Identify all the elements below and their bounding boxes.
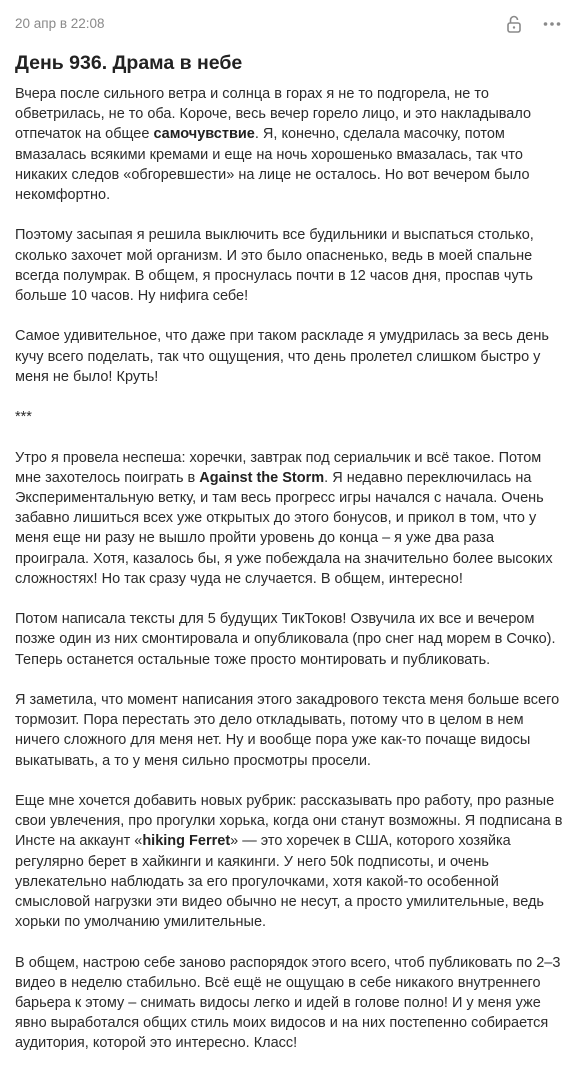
paragraph: Потом написала тексты для 5 будущих ТикТоков! Озвучила их все и вечером позже один из них смонтировала и опубликовала (про снег над морем в Сочко). Теперь останется остальные тоже просто монтировать и публиковать. — [15, 611, 556, 668]
bold-term: Against the Storm — [199, 469, 325, 486]
paragraph: Самое удивительное, что даже при таком раскладе я умудрилась за весь день кучу всего поделать, так что ощущения, что день пролетел слишком быстро у меня не было! Круть! — [15, 328, 549, 385]
paragraph: Утро я провела неспеша: хоречки, завтрак под сериальчик и всё такое. Потом мне захотелось поиграть в Against the Storm. Я недавно переключилась на Экспериментальную ветку, и там весь прогресс игры начался с начала. Очень забавно лишиться всех уже открытых до этого бонусов, и прикол в том, что у меня еще ни разу не вышло пройти уровень до конца – я уже два раза проиграла. Хотя, казалось бы, я уже побеждала на значительно более высоких сложностях! Но так сразу чуда не случается. В общем, интересно! — [15, 449, 553, 587]
bold-term: hiking Ferret — [142, 833, 231, 850]
paragraph: Поэтому засыпая я решила выключить все будильники и выспаться столько, сколько захочет мой организм. И это было опасненько, ведь в моей спальне всегда полумрак. В общем, я проснулась почти в 12 часов дня, проспав чуть больше 10 часов. Ну нифига себе! — [15, 227, 534, 305]
post-date[interactable]: 20 апр в 22:08 — [15, 16, 105, 31]
post-title: День 936. Драма в небе — [15, 52, 243, 74]
more-horizontal-icon[interactable] — [542, 14, 562, 34]
post-body — [15, 84, 565, 1074]
separator: *** — [15, 409, 32, 426]
paragraph: Еще мне хочется добавить новых рубрик: рассказывать про работу, про разные свои увлечения, про прогулки хорька, когда они станут возможны. Я подписана в Инсте на аккаунт «hiking Ferret» — это хоречек в США, которого хозяйка регулярно берет в хайкинги и каякинги. У него 50k подписоты, и очень увлекательно наблюдать за его прогулочками, хотя какой-то особенной смысловой нагрузки эти видео обычно не несут, а просто умилительные, ведь хорьки по умолчанию умилительные. — [15, 793, 563, 931]
paragraph: Вчера после сильного ветра и солнца в горах я не то подгорела, не то обветрилась, не то оба. Короче, весь вечер горело лицо, и это накладывало отпечаток на общее самочувствие. Я, конечно, сделала масочку, потом вмазалась всякими кремами и еще на ночь хорошенько вмазалась, так что никаких следов «обгоревшести» на лице не осталось. Но вот вечером было некомфортно. — [15, 86, 532, 204]
paragraph: В общем, настрою себе заново распорядок этого всего, чтоб публиковать по 2–3 видео в неделю стабильно. Всё ещё не ощущаю в себе никакого внутреннего барьера к этому – снимать видосы легко и идей в голове полно! И у меня уже явно выработался общих стиль моих видосов и на них постепенно собирается аудитория, которой это интересно. Класс! — [15, 954, 561, 1052]
lock-open-icon[interactable] — [504, 14, 524, 34]
bold-term: самочувствие — [153, 126, 255, 143]
post-actions — [504, 14, 562, 34]
paragraph: Я заметила, что момент написания этого закадрового текста меня больше всего тормозит. Пора перестать это дело откладывать, потому что в целом в нем ничего сложного для меня нет. Ну и вообще пора уже как-то почаще видосы выкатывать, а то у меня сильно просмотры просели. — [15, 692, 560, 769]
post-header — [15, 12, 562, 36]
